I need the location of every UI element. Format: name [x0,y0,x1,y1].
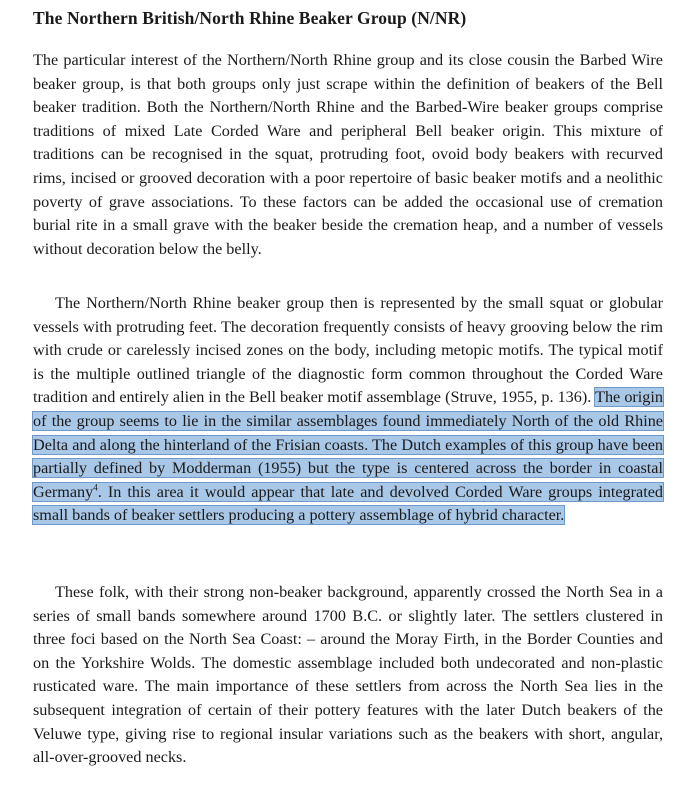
highlighted-text-continued: . In this area it would appear that late and devolved Corded Ware groups integrated small bands of beaker settlers producing a pottery assemblage of hybrid character. [33,482,663,525]
paragraph-intro[interactable]: The particular interest of the Northern/North Rhine group and its close cousin the Barbed Wire beaker group, is that both groups only just scrape within the definition of beakers of the Bell beaker tradition. Both the Northern/North Rhine and the Barbed-Wire beaker groups comprise traditions of mixed Late Corded Ware and peripheral Bell beaker origin. This mixture of traditions can be recognised in the squat, protruding foot, ovoid body beakers with recurved rims, incised or grooved decoration with a poor repertoire of basic beaker motifs and a neolithic poverty of grave associations. To these factors can be added the occasional use of cremation burial rite in a small grave with the beaker beside the cremation heap, and a number of vessels without decoration below the belly. [33,51,663,258]
selected-text-highlight[interactable] [33,388,663,524]
section-heading: The Northern British/North Rhine Beaker Group (N/NR) [33,8,467,28]
highlighted-text: The origin of the group seems to lie in the similar assemblages found immediately North of the old Rhine Delta and along the hinterland of the Frisian coasts. The Dutch examples of this group have been partially defined by Modderman (1955) but the type is centered across the border in coastal Germany [33,388,663,501]
paragraph-group-description[interactable] [33,292,663,528]
paragraph-settlers[interactable]: These folk, with their strong non-beaker background, apparently crossed the North Sea in a series of small bands somewhere around 1700 B.C. or slightly later. The settlers clustered in three foci based on the North Sea Coast: – around the Moray Firth, in the Border Counties and on the Yorkshire Wolds. The domestic assemblage included both undecorated and non-plastic rusticated ware. The main importance of these settlers from across the North Sea lies in the subsequent integration of certain of their pottery features with the later Dutch beakers of the Veluwe type, giving rise to regional insular variations such as the beakers with short, angular, all-over-grooved necks. [33,583,663,767]
paragraph-text: The Northern/North Rhine beaker group then is represented by the small squat or globular vessels with protruding feet. The decoration frequently consists of heavy grooving below the rim with crude or carelessly incised zones on the body, including metopic motifs. The typical motif is the multiple outlined triangle of the diagnostic form common throughout the Corded Ware tradition and entirely alien in the Bell beaker motif assemblage (Struve, 1955, p. 136). [33,294,663,407]
footnote-marker[interactable]: 4 [93,482,98,493]
